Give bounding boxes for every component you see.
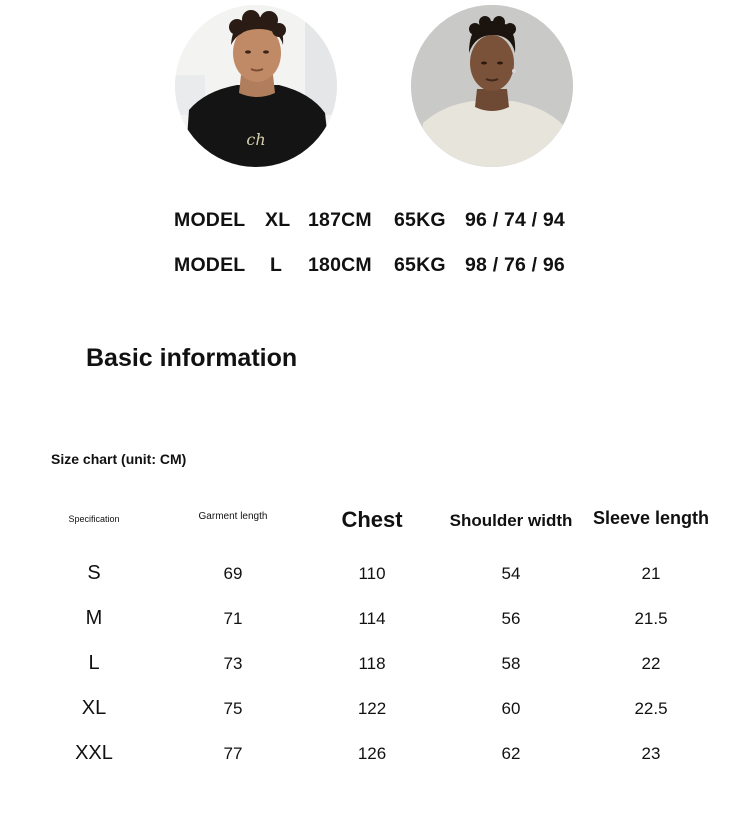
cell-size: XL bbox=[81, 697, 107, 719]
cell-size: S bbox=[87, 562, 101, 584]
cell-shoulder-width: 60 bbox=[501, 699, 521, 718]
cell-shoulder-width: 54 bbox=[501, 564, 521, 583]
cell-garment-length: 71 bbox=[223, 609, 243, 628]
header-sleeve-length: Sleeve length bbox=[592, 508, 710, 528]
cell-shoulder-width: 56 bbox=[501, 609, 521, 628]
cell-chest: 122 bbox=[357, 699, 387, 718]
cell-shoulder-width: 58 bbox=[501, 654, 521, 673]
model-size: XL bbox=[265, 209, 291, 231]
model-label: MODEL bbox=[174, 209, 246, 231]
header-garment-length: Garment length bbox=[198, 511, 268, 522]
cell-chest: 110 bbox=[358, 564, 386, 583]
model-photo-1 bbox=[175, 5, 337, 167]
model-label: MODEL bbox=[174, 254, 246, 276]
cell-sleeve-length: 23 bbox=[641, 744, 661, 763]
cell-sleeve-length: 22.5 bbox=[634, 699, 668, 718]
size-chart-title: Size chart (unit: CM) bbox=[51, 451, 187, 467]
cell-garment-length: 73 bbox=[223, 654, 243, 673]
model-weight: 65KG bbox=[394, 209, 446, 231]
header-chest: Chest bbox=[341, 507, 403, 532]
cell-size: M bbox=[85, 607, 103, 629]
cell-chest: 126 bbox=[357, 744, 387, 763]
cell-size: XXL bbox=[75, 742, 113, 764]
section-title: Basic information bbox=[86, 344, 298, 372]
model-2-illustration bbox=[411, 5, 573, 167]
cell-sleeve-length: 22 bbox=[641, 654, 661, 673]
cell-garment-length: 77 bbox=[223, 744, 243, 763]
model-height: 180CM bbox=[308, 254, 372, 276]
model-weight: 65KG bbox=[394, 254, 446, 276]
model-photo-2 bbox=[411, 5, 573, 167]
model-1-illustration bbox=[175, 5, 337, 167]
cell-shoulder-width: 62 bbox=[501, 744, 521, 763]
header-specification: Specification bbox=[68, 514, 120, 524]
cell-size: L bbox=[88, 652, 100, 674]
model-height: 187CM bbox=[308, 209, 372, 231]
cell-sleeve-length: 21 bbox=[641, 564, 661, 583]
model-size: L bbox=[270, 254, 283, 276]
cell-chest: 114 bbox=[358, 609, 386, 628]
cell-garment-length: 69 bbox=[223, 564, 243, 583]
model-measurements: 96 / 74 / 94 bbox=[465, 209, 565, 231]
cell-chest: 118 bbox=[358, 654, 386, 673]
cell-sleeve-length: 21.5 bbox=[634, 609, 668, 628]
cell-garment-length: 75 bbox=[223, 699, 243, 718]
header-shoulder-width: Shoulder width bbox=[449, 511, 573, 530]
tee-logo: ch bbox=[246, 130, 266, 149]
model-measurements: 98 / 76 / 96 bbox=[465, 254, 565, 276]
